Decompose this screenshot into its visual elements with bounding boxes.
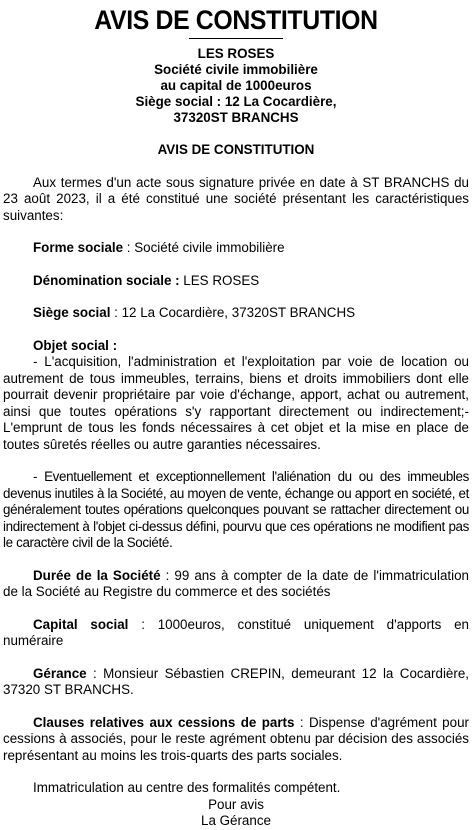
company-capital: au capital de 1000euros bbox=[160, 78, 312, 93]
capital-label: Capital social bbox=[33, 616, 129, 632]
duree-societe bbox=[3, 568, 469, 601]
company-header bbox=[3, 46, 469, 126]
immatriculation: Immatriculation au centre des formalités compétent. bbox=[33, 780, 341, 795]
notice-subtitle: AVIS DE CONSTITUTION bbox=[157, 142, 315, 157]
capital-value: : 1000euros, constitué uniquement d'apports en numéraire bbox=[3, 616, 470, 648]
forme-sociale bbox=[3, 240, 469, 257]
clauses-value: : Dispense d'agrément pour cessions à associés, pour le reste agrément obtenu par décision des associés représentant au moins les trois-quarts des parts sociales. bbox=[3, 714, 469, 763]
duree-value: : 99 ans à compter de la date de l'immatriculation de la Société au Registre du commerce et des sociétés bbox=[3, 567, 469, 599]
notice-title: AVIS DE CONSTITUTION bbox=[94, 5, 378, 35]
title-divider bbox=[189, 38, 283, 39]
gerance-value: : Monsieur Sébastien CREPIN, demeurant 12 la Cocardière, 37320 ST BRANCHS. bbox=[3, 665, 469, 697]
company-type: Société civile immobilière bbox=[154, 62, 318, 77]
company-city: 37320ST BRANCHS bbox=[173, 110, 299, 125]
denomination-sociale bbox=[3, 273, 469, 290]
gerance-label: Gérance bbox=[33, 665, 87, 681]
capital-social bbox=[3, 617, 469, 650]
signature: La Gérance bbox=[201, 813, 271, 828]
siege-social bbox=[3, 305, 469, 322]
company-name: LES ROSES bbox=[197, 46, 275, 61]
denomination-label: Dénomination sociale : bbox=[33, 272, 180, 288]
denomination-value: LES ROSES bbox=[179, 272, 260, 288]
siege-label: Siège social bbox=[33, 305, 111, 320]
pour-avis: Pour avis bbox=[208, 796, 264, 812]
forme-sociale-value: : Société civile immobilière bbox=[123, 240, 285, 255]
clauses-cessions bbox=[3, 715, 469, 765]
gerance bbox=[3, 666, 469, 699]
forme-sociale-label: Forme sociale bbox=[33, 240, 124, 255]
objet-paragraph-1: - L'acquisition, l'administration et l'exploitation par voie de location ou autrement de tous immeubles, terrains, biens et droits immobiliers dont elle pourrait devenir propriétaire par voie d'échange, apport, achat ou autrement, ainsi que toutes opérations s'y rapportant directement ou indirectement;- L'emprunt de tous les fonds nécessaires à cet objet et la mise en place de toutes sûretés réelles ou autre garanties nécessaires. bbox=[3, 354, 469, 452]
objet-paragraph-2: - Eventuellement et exceptionnellement l'aliénation du ou des immeubles devenus inutiles à la Société, au moyen de vente, échange ou apport en société, et généralement toutes opérations quelconques pouvant se rattacher directement ou indirectement à l'objet ci-dessus défini, pourvu que ces opérations ne modifient pas le caractère civil de la Société. bbox=[3, 469, 469, 550]
objet-social-label: Objet social : bbox=[33, 337, 118, 353]
company-seat: Siège social : 12 La Cocardière, bbox=[135, 94, 337, 109]
intro-paragraph: Aux termes d'un acte sous signature privée en date à ST BRANCHS du 23 août 2023, il a été constitué une société présentant les caractéristiques suivantes: bbox=[3, 174, 469, 223]
duree-label: Durée de la Société bbox=[33, 567, 161, 583]
clauses-label: Clauses relatives aux cessions de parts bbox=[33, 714, 295, 730]
siege-value: : 12 La Cocardière, 37320ST BRANCHS bbox=[110, 305, 356, 320]
